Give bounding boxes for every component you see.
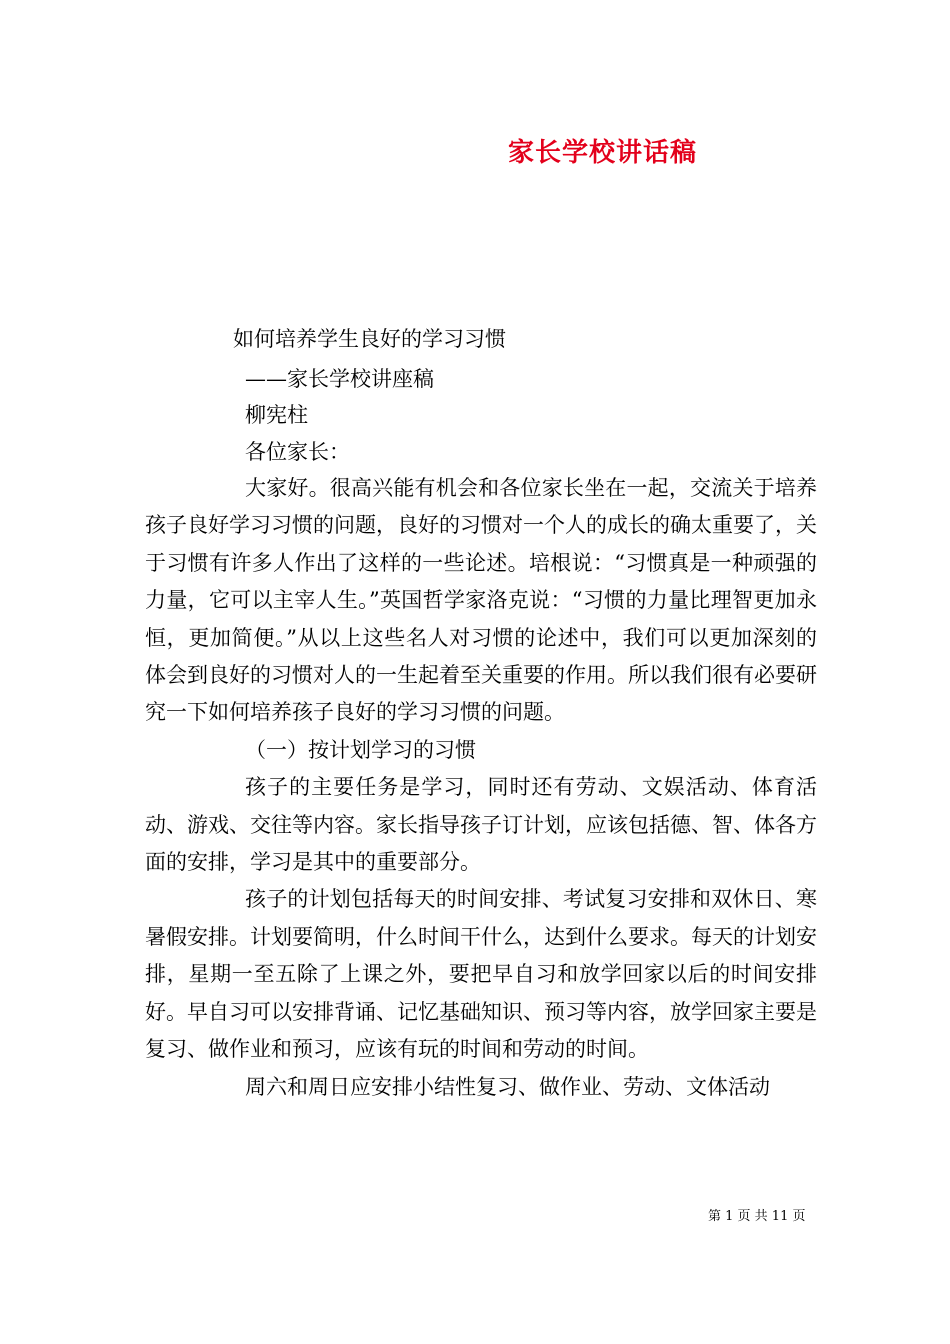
paragraph: 孩子的主要任务是学习，同时还有劳动、文娱活动、体育活动、游戏、交往等内容。家长指导孩子订计划，应该包括德、智、体各方面的安排，学习是其中的重要部分。 [145, 775, 817, 875]
paragraph: 孩子的计划包括每天的时间安排、考试复习安排和双休日、寒暑假安排。计划要简明，什么时间干什么，达到什么要求。每天的计划安排，星期一至五除了上课之外，要把早自习和放学回家以后的时间安排好。早自习可以安排背诵、记忆基础知识、预习等内容，放学回家主要是复习、做作业和预习，应该有玩的时间和劳动的时间。 [145, 887, 817, 1062]
author-name: 柳宪柱 [245, 403, 308, 427]
greeting: 各位家长： [245, 440, 350, 464]
paragraph: 周六和周日应安排小结性复习、做作业、劳动、文体活动 [245, 1074, 770, 1099]
section-heading: （一）按计划学习的习惯 [245, 737, 476, 762]
body-text [145, 470, 817, 1106]
document-title: 家长学校讲话稿 [508, 138, 698, 168]
lecture-subtitle: ——家长学校讲座稿 [245, 367, 434, 391]
paragraph-intro: 大家好。很高兴能有机会和各位家长坐在一起，交流关于培养孩子良好学习习惯的问题，良好的习惯对一个人的成长的确太重要了，关于习惯有许多人作出了这样的一些论述。培根说：“习惯真是一种顽强的力量，它可以主宰人生。”英国哲学家洛克说：“习惯的力量比理智更加永恒，更加简便。”从以上这些名人对习惯的论述中，我们可以更加深刻的体会到良好的习惯对人的一生起着至关重要的作用。所以我们很有必要研究一下如何培养孩子良好的学习习惯的问题。 [145, 476, 817, 725]
page-number-footer: 第 1 页 共 11 页 [708, 1209, 806, 1224]
lecture-heading: 如何培养学生良好的学习习惯 [233, 327, 506, 351]
